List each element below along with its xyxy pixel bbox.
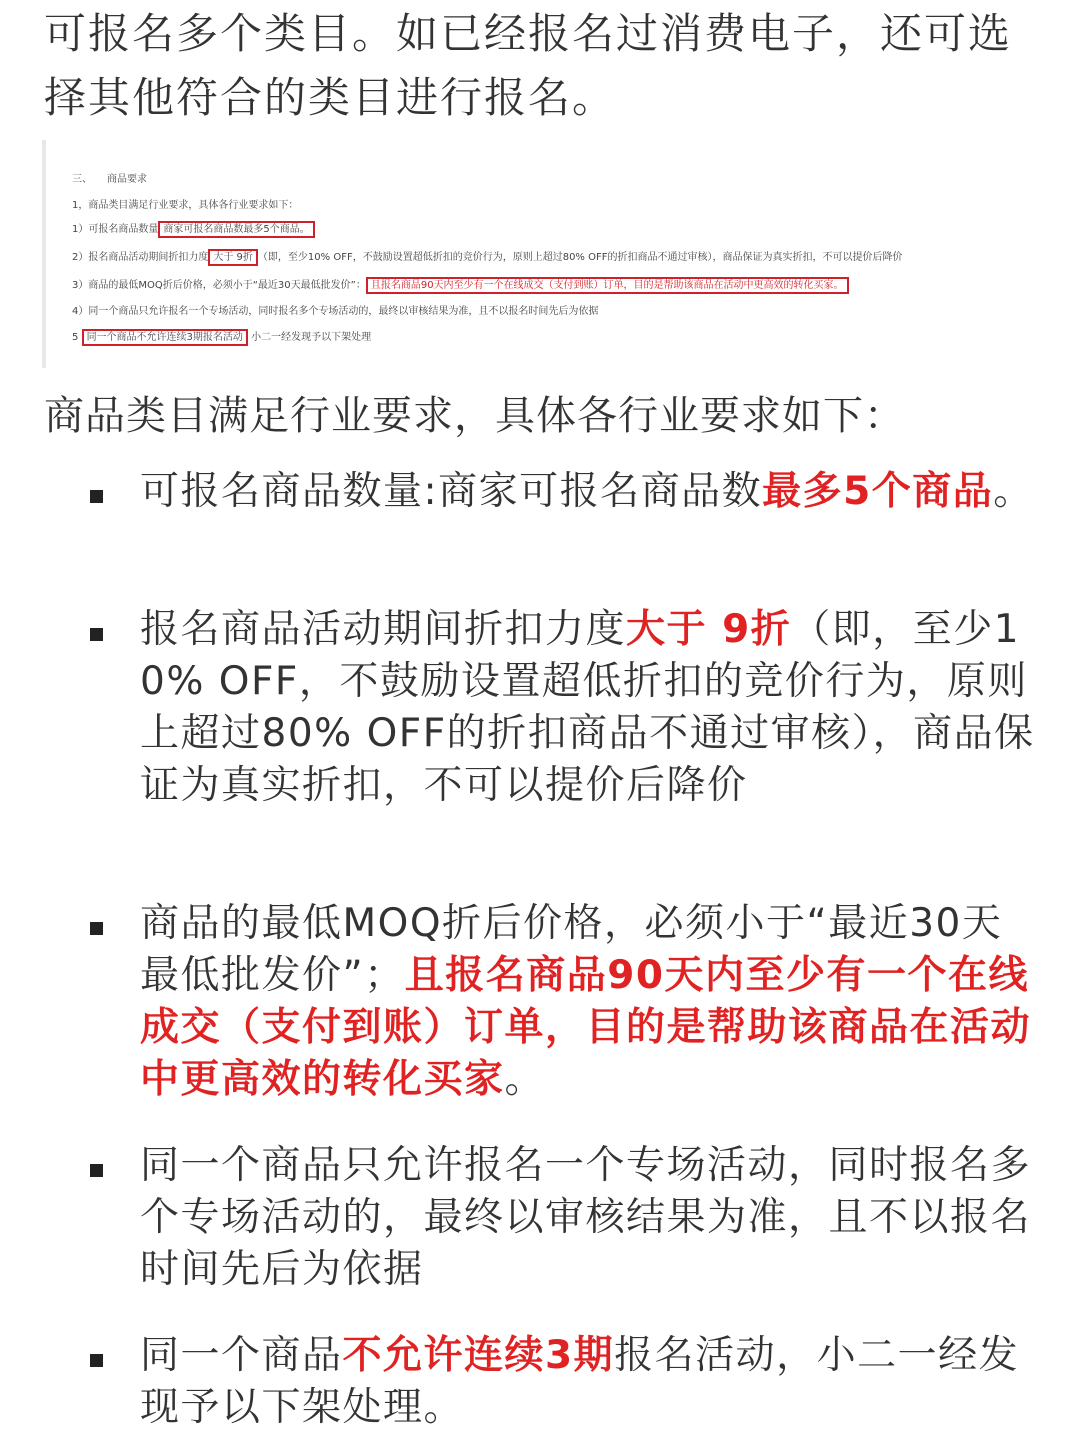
square-bullet-icon <box>90 490 103 503</box>
intro-paragraph: 可报名多个类目。如已经报名过消费电子，还可选择其他符合的类目进行报名。 <box>44 9 1013 122</box>
shot-line-2-prefix: 2）报名商品活动期间折扣力度 <box>72 252 209 263</box>
shot-line-1 <box>72 220 315 235</box>
list-item <box>90 466 1040 518</box>
shot-line-1-highlight: 商家可报名商品数最多5个商品。 <box>158 221 314 238</box>
square-bullet-icon <box>90 922 103 935</box>
shot-section-title: 三、 商品要求 <box>72 174 147 185</box>
square-bullet-icon <box>90 628 103 641</box>
item-text-normal: 商品的最低MOQ折后价格，必须小于“最近30天最低批发价”； <box>140 901 1003 998</box>
square-bullet-icon <box>90 1354 103 1367</box>
item-text-tail: 。 <box>504 1057 546 1102</box>
item-text-normal: 同一个商品 <box>140 1333 343 1378</box>
shot-line-5-number: 5 <box>72 332 79 343</box>
shot-line-5-suffix: 小二一经发现予以下架处理 <box>251 332 372 343</box>
list-item <box>90 1330 1040 1434</box>
shot-line-2-highlight: 大于 9折 <box>208 249 258 266</box>
item-text-normal: 报名商品活动期间折扣力度 <box>140 607 627 652</box>
shot-line-2-suffix: （即，至少10% OFF，不鼓励设置超低折扣的竞价行为，原则上超过80% OFF的折扣商品不通过审核），商品保证为真实折扣，不可以提价后降价 <box>257 252 903 263</box>
list-item-text <box>140 1330 1035 1434</box>
square-bullet-icon <box>90 1164 103 1177</box>
list-item-text <box>140 898 1035 1106</box>
item-text-emphasis: 大于 9折 <box>626 607 792 652</box>
shot-line-1-prefix: 1）可报名商品数量 <box>72 224 159 235</box>
requirements-heading: 商品类目满足行业要求，具体各行业要求如下： <box>44 393 905 439</box>
shot-line-5 <box>72 328 371 343</box>
shot-line-3 <box>72 276 849 291</box>
list-item <box>90 604 1040 812</box>
list-item-text <box>140 1140 1035 1296</box>
item-text-emphasis: 且报名商品90天内至少有一个在线成交（支付到账）订单，目的是帮助该商品在活动中更高效的转化买家 <box>140 953 1032 1102</box>
item-text-tail: 。 <box>993 469 1034 514</box>
item-text-emphasis: 不允许连续3期 <box>342 1333 615 1378</box>
list-item <box>90 898 1040 1106</box>
shot-line-3-prefix: 3）商品的最低MOQ折后价格，必须小于“最近30天最低批发价”： <box>72 280 366 291</box>
shot-line-3-highlight: 且报名商品90天内至少有一个在线成交（支付到账）订单，目的是帮助该商品在活动中更高效的转化买家。 <box>366 277 849 294</box>
shot-line-2 <box>72 248 902 263</box>
list-item-text <box>140 466 1035 518</box>
list-item <box>90 1140 1040 1296</box>
shot-line-5-highlight: 同一个商品不允许连续3期报名活动 <box>82 329 248 346</box>
item-text-normal: 可报名商品数量:商家可报名商品数 <box>140 469 763 514</box>
shot-line-4: 4）同一个商品只允许报名一个专场活动，同时报名多个专场活动的，最终以审核结果为准，且不以报名时间先后为依据 <box>72 306 599 317</box>
item-text-tail: 报名活动，小二一经发现予以下架处理。 <box>140 1333 1020 1430</box>
shot-line-0: 1，商品类目满足行业要求，具体各行业要求如下： <box>72 200 299 211</box>
list-item-text <box>140 604 1035 812</box>
item-text-tail: （即，至少10% OFF，不鼓励设置超低折扣的竞价行为，原则上超过80% OFF的折扣商品不通过审核），商品保证为真实折扣，不可以提价后降价 <box>140 607 1035 808</box>
item-text-normal: 同一个商品只允许报名一个专场活动，同时报名多个专场活动的，最终以审核结果为准，且不以报名时间先后为依据 <box>140 1143 1032 1292</box>
item-text-emphasis: 最多5个商品 <box>762 469 994 514</box>
requirements-screenshot <box>42 140 1042 368</box>
